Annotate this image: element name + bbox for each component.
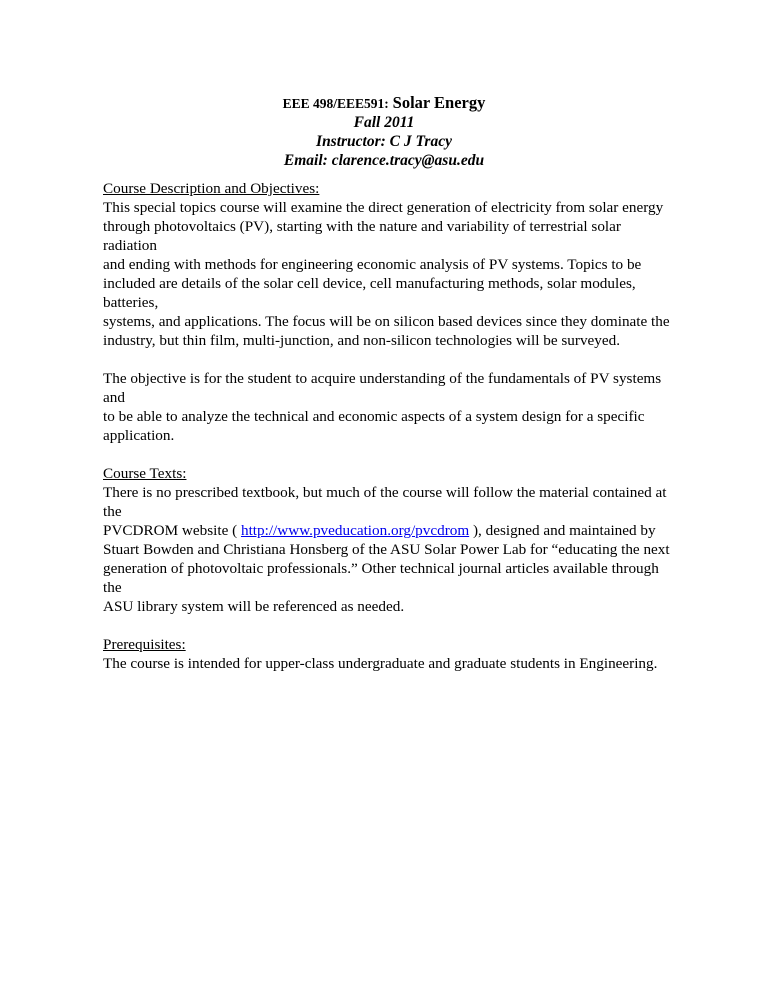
texts-line-2-after: ), designed and maintained by (469, 522, 656, 539)
texts-line-2-before: PVCDROM website ( (103, 522, 241, 539)
document-body (103, 179, 673, 673)
description-paragraph-2: The objective is for the student to acquire understanding of the fundamentals of PV systems and to be able to analyze the technical and economic aspects of a system design for a specific application. (103, 370, 662, 444)
spacer (103, 445, 673, 464)
prerequisites-heading: Prerequisites: (103, 636, 186, 653)
course-title-line (0, 93, 768, 113)
texts-line-2 (103, 521, 673, 540)
description-paragraph-1: This special topics course will examine the direct generation of electricity from solar energy through photovoltaics (PV), starting with the nature and variability of terrestrial solar radiation and ending with methods for engineering economic analysis of PV systems. Topics to be included are details of the solar cell device, cell manufacturing methods, solar modules, batteries, systems, and applications. The focus will be on silicon based devices since they dominate the industry, but thin film, multi-junction, and non-silicon technologies will be surveyed. (103, 199, 670, 349)
prerequisites-paragraph: The course is intended for upper-class undergraduate and graduate students in Engineering. (103, 655, 658, 672)
texts-heading: Course Texts: (103, 465, 187, 482)
course-term: Fall 2011 (353, 114, 415, 131)
course-name: Solar Energy (392, 93, 486, 112)
course-header (0, 93, 768, 170)
course-email: Email: clarence.tracy@asu.edu (283, 152, 485, 169)
course-instructor: Instructor: C J Tracy (316, 133, 452, 150)
course-code: EEE 498/EEE591: (282, 96, 389, 111)
texts-line-1: There is no prescribed textbook, but much of the course will follow the material contained at the (103, 484, 667, 520)
pvcdrom-link[interactable]: http://www.pveducation.org/pvcdrom (240, 522, 470, 539)
spacer (103, 350, 673, 369)
description-heading: Course Description and Objectives: (103, 180, 320, 197)
spacer (103, 616, 673, 635)
texts-paragraph-rest: Stuart Bowden and Christiana Honsberg of the ASU Solar Power Lab for “educating the next generation of photovoltaic professionals.” Other technical journal articles available through the ASU library system will be referenced as needed. (103, 541, 670, 615)
